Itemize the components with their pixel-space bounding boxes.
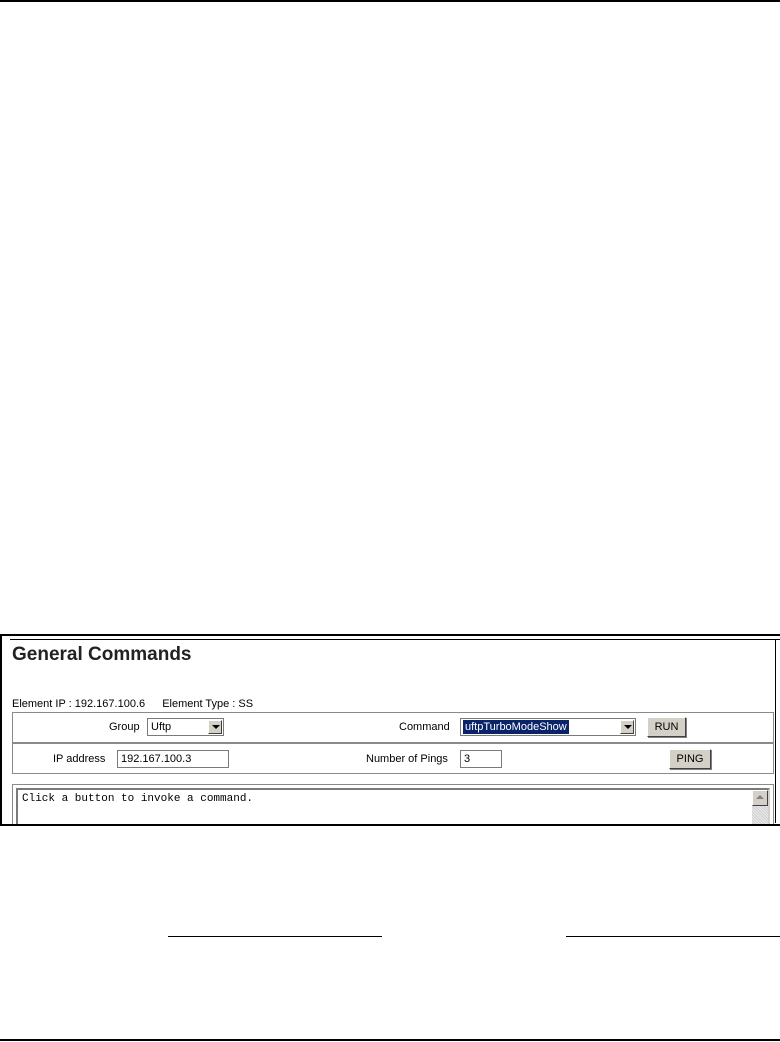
ping-panel <box>12 743 774 774</box>
ip-address-input[interactable]: 192.167.100.3 <box>117 750 229 768</box>
chevron-down-icon[interactable] <box>620 720 634 734</box>
top-page-rule <box>0 0 780 2</box>
run-button[interactable]: RUN <box>647 717 686 737</box>
group-label: Group <box>109 721 140 733</box>
number-of-pings-label: Number of Pings <box>366 753 448 765</box>
bottom-page-rule <box>0 1039 780 1041</box>
chevron-down-icon[interactable] <box>208 720 222 734</box>
element-info <box>12 698 267 710</box>
frame-top-line <box>10 639 780 640</box>
number-of-pings-input[interactable]: 3 <box>460 750 502 768</box>
command-label: Command <box>399 721 450 733</box>
command-select-value: uftpTurboModeShow <box>465 721 567 733</box>
signature-line-right <box>566 936 780 937</box>
ping-button[interactable]: PING <box>669 749 711 769</box>
element-ip-label: Element IP : 192.167.100.6 <box>12 698 146 710</box>
scroll-up-icon[interactable] <box>752 790 768 806</box>
command-select[interactable] <box>460 718 636 736</box>
command-panel <box>12 712 774 743</box>
general-commands-screenshot <box>0 634 780 826</box>
frame-right-line <box>775 639 776 823</box>
ip-address-label: IP address <box>53 753 106 765</box>
group-select-value: Uftp <box>151 721 172 733</box>
group-select[interactable] <box>147 718 224 736</box>
output-textarea[interactable] <box>16 788 770 825</box>
output-scrollbar[interactable] <box>752 790 768 825</box>
element-type-label: Element Type : SS <box>162 698 254 710</box>
page-title: General Commands <box>12 644 192 665</box>
output-panel <box>12 784 774 826</box>
signature-line-left <box>168 936 382 937</box>
output-text: Click a button to invoke a command. <box>22 793 254 805</box>
